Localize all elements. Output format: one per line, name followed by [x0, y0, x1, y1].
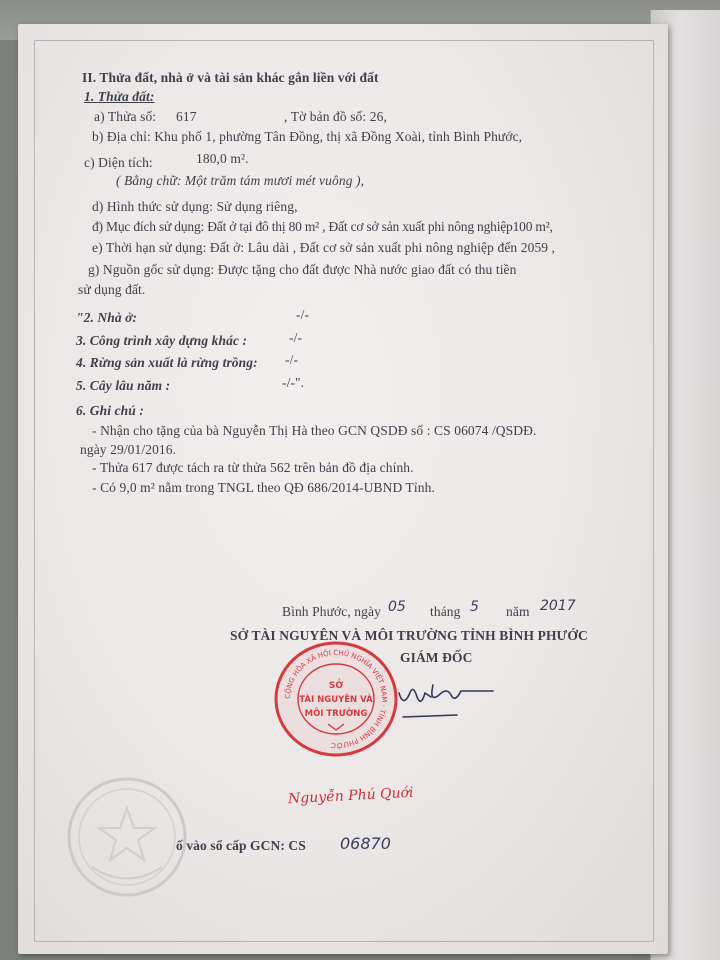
stamp-ring-text: CỘNG HÒA XÃ HỘI CHỦ NGHĨA VIỆT NAM · TỈNH BÌNH PHƯỚC — [283, 648, 389, 750]
official-red-stamp — [272, 640, 400, 758]
area-value: 180,0 m². — [196, 151, 249, 166]
parcel-label: a) Thửa số: — [94, 109, 157, 124]
forest-label: 4. Rừng sản xuất là rừng trồng: — [76, 355, 258, 370]
other-construction-value: -/- — [289, 330, 303, 345]
note-line-2: ngày 29/01/2016. — [80, 442, 177, 457]
stamp-line-3: MÔI TRƯỜNG — [304, 709, 368, 719]
stamp-line-2: TÀI NGUYÊN VÀ — [299, 695, 373, 705]
perennial-value: -/-". — [282, 375, 305, 390]
date-month: 5 — [470, 599, 479, 615]
embossed-emblem-seal — [62, 772, 192, 902]
date-year: 2017 — [540, 598, 576, 614]
note-line-4: - Có 9,0 m² nằm trong TNGL theo QĐ 686/2014-UBND Tỉnh. — [92, 480, 435, 495]
date-place: Bình Phước, ngày — [282, 604, 381, 619]
other-construction-label: 3. Công trình xây dựng khác : — [76, 333, 248, 348]
date-month-label: tháng — [430, 604, 461, 619]
house-label: "2. Nhà ở: — [76, 310, 138, 325]
usage-purpose: đ) Mục đích sử dụng: Đất ở tại đô thị 80 m² , Đất cơ sở sản xuất phi nông nghiệp100 m², — [92, 219, 553, 234]
origin-line-1: g) Nguồn gốc sử dụng: Được tặng cho đất được Nhà nước giao đất có thu tiền — [88, 262, 517, 277]
date-day: 05 — [388, 599, 406, 615]
land-heading: 1. Thửa đất: — [84, 89, 155, 104]
stamp-line-1: SỞ — [328, 681, 344, 691]
usage-term: e) Thời hạn sử dụng: Đất ở: Lâu dài , Đất cơ sở sản xuất phi nông nghiệp đến 2059 , — [92, 240, 556, 255]
area-in-words: ( Bằng chữ: Một trăm tám mươi mét vuông ), — [116, 173, 365, 188]
signer-name: Nguyễn Phú Quới — [287, 784, 414, 808]
usage-form: d) Hình thức sử dụng: Sử dụng riêng, — [92, 199, 298, 214]
origin-line-2: sử dụng đất. — [78, 282, 146, 297]
registry-number: 06870 — [340, 834, 391, 853]
house-value: -/- — [296, 307, 310, 322]
address: b) Địa chỉ: Khu phố 1, phường Tân Đồng, thị xã Đồng Xoài, tỉnh Bình Phước, — [92, 129, 523, 144]
emblem-star-icon — [99, 808, 155, 860]
date-year-label: năm — [506, 604, 530, 619]
note-line-3: - Thửa 617 được tách ra từ thửa 562 trên bản đồ địa chính. — [92, 460, 414, 475]
notes-heading: 6. Ghi chú : — [76, 403, 144, 418]
perennial-label: 5. Cây lâu năm : — [76, 378, 171, 393]
issuing-authority: SỞ TÀI NGUYÊN VÀ MÔI TRƯỜNG TỈNH BÌNH PHƯỚC — [230, 628, 588, 643]
parcel-number: 617 — [176, 109, 197, 124]
section-title: II. Thửa đất, nhà ở và tài sản khác gắn liền với đất — [82, 70, 379, 85]
forest-value: -/- — [285, 352, 299, 367]
area-label: c) Diện tích: — [84, 155, 153, 170]
note-line-1: - Nhận cho tặng của bà Nguyễn Thị Hà theo GCN QSDĐ số : CS 06074 /QSDĐ. — [92, 423, 537, 438]
signature — [395, 673, 505, 723]
map-sheet: , Tờ bản đồ số: 26, — [284, 109, 387, 124]
signer-role: GIÁM ĐỐC — [400, 650, 473, 665]
registry-label: ố vào sổ cấp GCN: CS — [176, 838, 306, 853]
